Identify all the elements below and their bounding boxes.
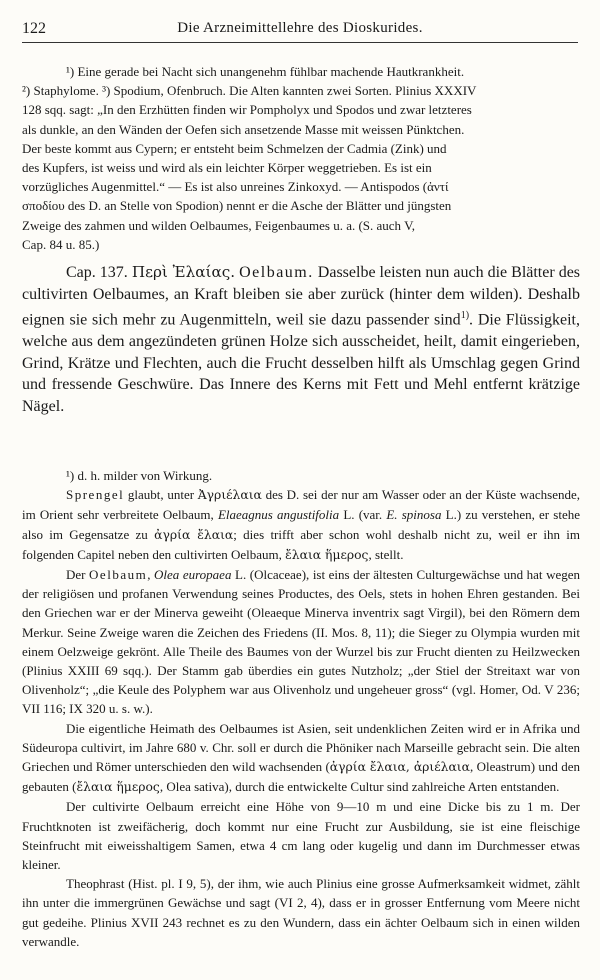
footnote-line: vorzügliches Augenmittel.“ — Es ist also unreines Zinkoxyd. — Antispodos (ἀντί (22, 179, 449, 195)
text: Die eigentliche Heimath des Oelbaumes ist Asien, seit undenklichen Zeiten wird er in Afrika und Südeuropa cultivirt, im Jahre 680 v. Chr. soll er durch die Phöniker nach Marseille gebracht sein. Die alten Griechen und Römer unterschieden den wild wachsenden ( (22, 720, 580, 775)
footnote-line: als dunkle, an den Wänden der Oefen sich ansetzende Masse mit weissen Pünktchen. (22, 121, 465, 137)
page-number: 122 (22, 20, 46, 37)
greek-term: Ἀγριέλαια (197, 488, 262, 503)
text: , Oleastrum) und den gebauten ( (22, 759, 580, 795)
footnote-paragraph-sprengel (22, 485, 580, 565)
footnote-line: Zweige des zahmen und wilden Oelbaumes, Feigenbaumes u. a. (S. auch V, (22, 217, 416, 233)
greek-term: ἀγρία ἔλαια (154, 527, 234, 542)
footnote-line: Der beste kommt aus Cypern; er entsteht beim Schmelzen der Cadmia (Zink) und (22, 140, 447, 156)
footnote-ref[interactable]: 1) (460, 310, 470, 322)
text: , Olea sativa), durch die entwickelte Cultur sind zahlreiche Arten entstanden. (159, 779, 560, 795)
footnote-line: Cap. 84 u. 85.) (22, 236, 100, 252)
footnote-line: des Kupfers, ist weiss und wird als ein leichter Körper weggetrieben. Es ist ein (22, 160, 432, 176)
species-name: Olea europaea (154, 567, 232, 583)
footnote-line: ¹) Eine gerade bei Nacht sich unangenehm fühlbar machende Hautkrankheit. (66, 64, 465, 79)
chapter-137 (22, 262, 580, 417)
chapter-text (22, 262, 580, 417)
text: L.) zu verstehen, er stehe also im Gegensatze zu (22, 507, 581, 542)
text: Der (66, 567, 90, 583)
greek-term: ἔλαια ἥμερος (76, 780, 160, 795)
text: L. (var. (339, 507, 387, 523)
greek-term: ἀγρία ἔλαια, ἀριέλαια (329, 760, 470, 775)
footnote-paragraph-heimath (22, 719, 580, 798)
chapter-greek-title: Περὶ Ἐλαίας. (131, 263, 236, 281)
footnote-line: 128 sqq. sagt: „In den Erzhütten finden wir Pompholyx und Spodos und zwar letzteres (22, 102, 472, 118)
species-name: E. spinosa (386, 507, 442, 523)
running-title: Die Arzneimittellehre des Dioskurides. (177, 20, 423, 36)
footnote-line: ²) Staphylome. ³) Spodium, Ofenbruch. Die Alten kannten zwei Sorten. Plinius XXXIV (22, 83, 477, 99)
greek-term: ἔλαια ἥμερος (285, 547, 369, 562)
text: L. (Olcaceae), ist eins der ältesten Culturgewächse und hat wegen der religiösen und profanen Verwendung seines Productes, des Oels, stets in hohen Ehren gestanden. Bei den Griechen war er der Minerva geweiht (Oleaeque Minerva inventrix sagt Virgil), bei den Römern dem Merkur. Seine Zweige waren die Zeichen des Friedens (II. Mos. 8, 11); die Sieger zu Olympia wurden mit einem Oelzweige gekrönt. Alle Theile des Baumes von der Wurzel bis zur Frucht dienten zu Heilzwecken (Plinius XXIII 69 sqq.). Der Stamm gab überdies ein gutes Nutzholz; „der Stiel der Streitaxt war von Olivenholz“; „die Keule des Polyphem war aus Olivenholz und ungeheuer gross“ (vgl. Homer, Od. V 236; VII 116; IX 320 u. s. w.). (22, 567, 581, 717)
text: , (147, 567, 155, 583)
text: ; dies trifft aber schon wohl deshalb nicht zu, weil er ihn im folgenden Capitel neben den cultivirten Oelbaum, (22, 526, 581, 562)
bottom-footnotes (22, 466, 580, 951)
footnote-line: σποδίου des D. an Stelle von Spodion) nennt er die Asche der Blätter und jüngsten (22, 198, 452, 214)
footnote-paragraph (22, 62, 580, 254)
chapter-body-rest: . Die Flüssigkeit, welche aus dem angezündeten grünen Holze sich ausscheidet, heilt, damit eingerieben, Grind, Krätze und Flechten, auch die Frucht desselben hilft als Umschlag gegen Grind und fressende Geschwüre. Das Innere des Kerns mit Fett und Mehl entfernt krätzige Nägel. (22, 311, 580, 415)
text: , stellt. (368, 546, 404, 562)
footnote-paragraph-hoehe: Der cultivirte Oelbaum erreicht eine Höhe von 9—10 m und eine Dicke bis zu 1 m. Der Fruchtknoten ist zweifächerig, doch kommt nur eine Frucht zur Ausbildung, sie ist eine fleischige Steinfrucht mit eiweisshaltigem Samen, etwa 4 cm lang oder kugelig und dann im Durchmesser etwas kleiner. (22, 799, 580, 873)
author-name: Sprengel (66, 487, 125, 503)
footnote-paragraph-oelbaum (22, 565, 580, 719)
top-footnotes (22, 62, 580, 254)
chapter-title: Oelbaum. (239, 264, 314, 281)
species-name: Elaeagnus angustifolia (217, 507, 340, 523)
page-header (22, 18, 578, 43)
text: glaubt, unter (124, 487, 198, 503)
emphasized-term: Oelbaum (89, 567, 148, 583)
footnote-paragraph-theophrast: Theophrast (Hist. pl. I 9, 5), der ihm, wie auch Plinius eine grosse Aufmerksamkeit widmet, zählt ihn unter die immergrünen Gewächse und sagt (VI 2, 4), dass er in grosser Entfernung vom Meere nicht gut gedeihe. Plinius XVII 243 rechnet es zu den Wundern, dass ein ächter Oelbaum sich in einen wilden verwandle. (22, 876, 580, 949)
text: des D. sei der nur am Wasser oder an der Küste wachsende, im Orient sehr verbreitete Oelbaum, (22, 487, 580, 523)
chapter-label: Cap. 137. (66, 264, 128, 281)
footnote-1: ¹) d. h. milder von Wirkung. (66, 468, 213, 483)
chapter-body: Dasselbe leisten nun auch die Blätter des cultivirten Oelbaumes, an Kraft bleiben sie aber zurück (hinter dem wilden). Deshalb eignen sie sich mehr zu Augenmitteln, weil sie dazu passender sind (22, 264, 581, 329)
